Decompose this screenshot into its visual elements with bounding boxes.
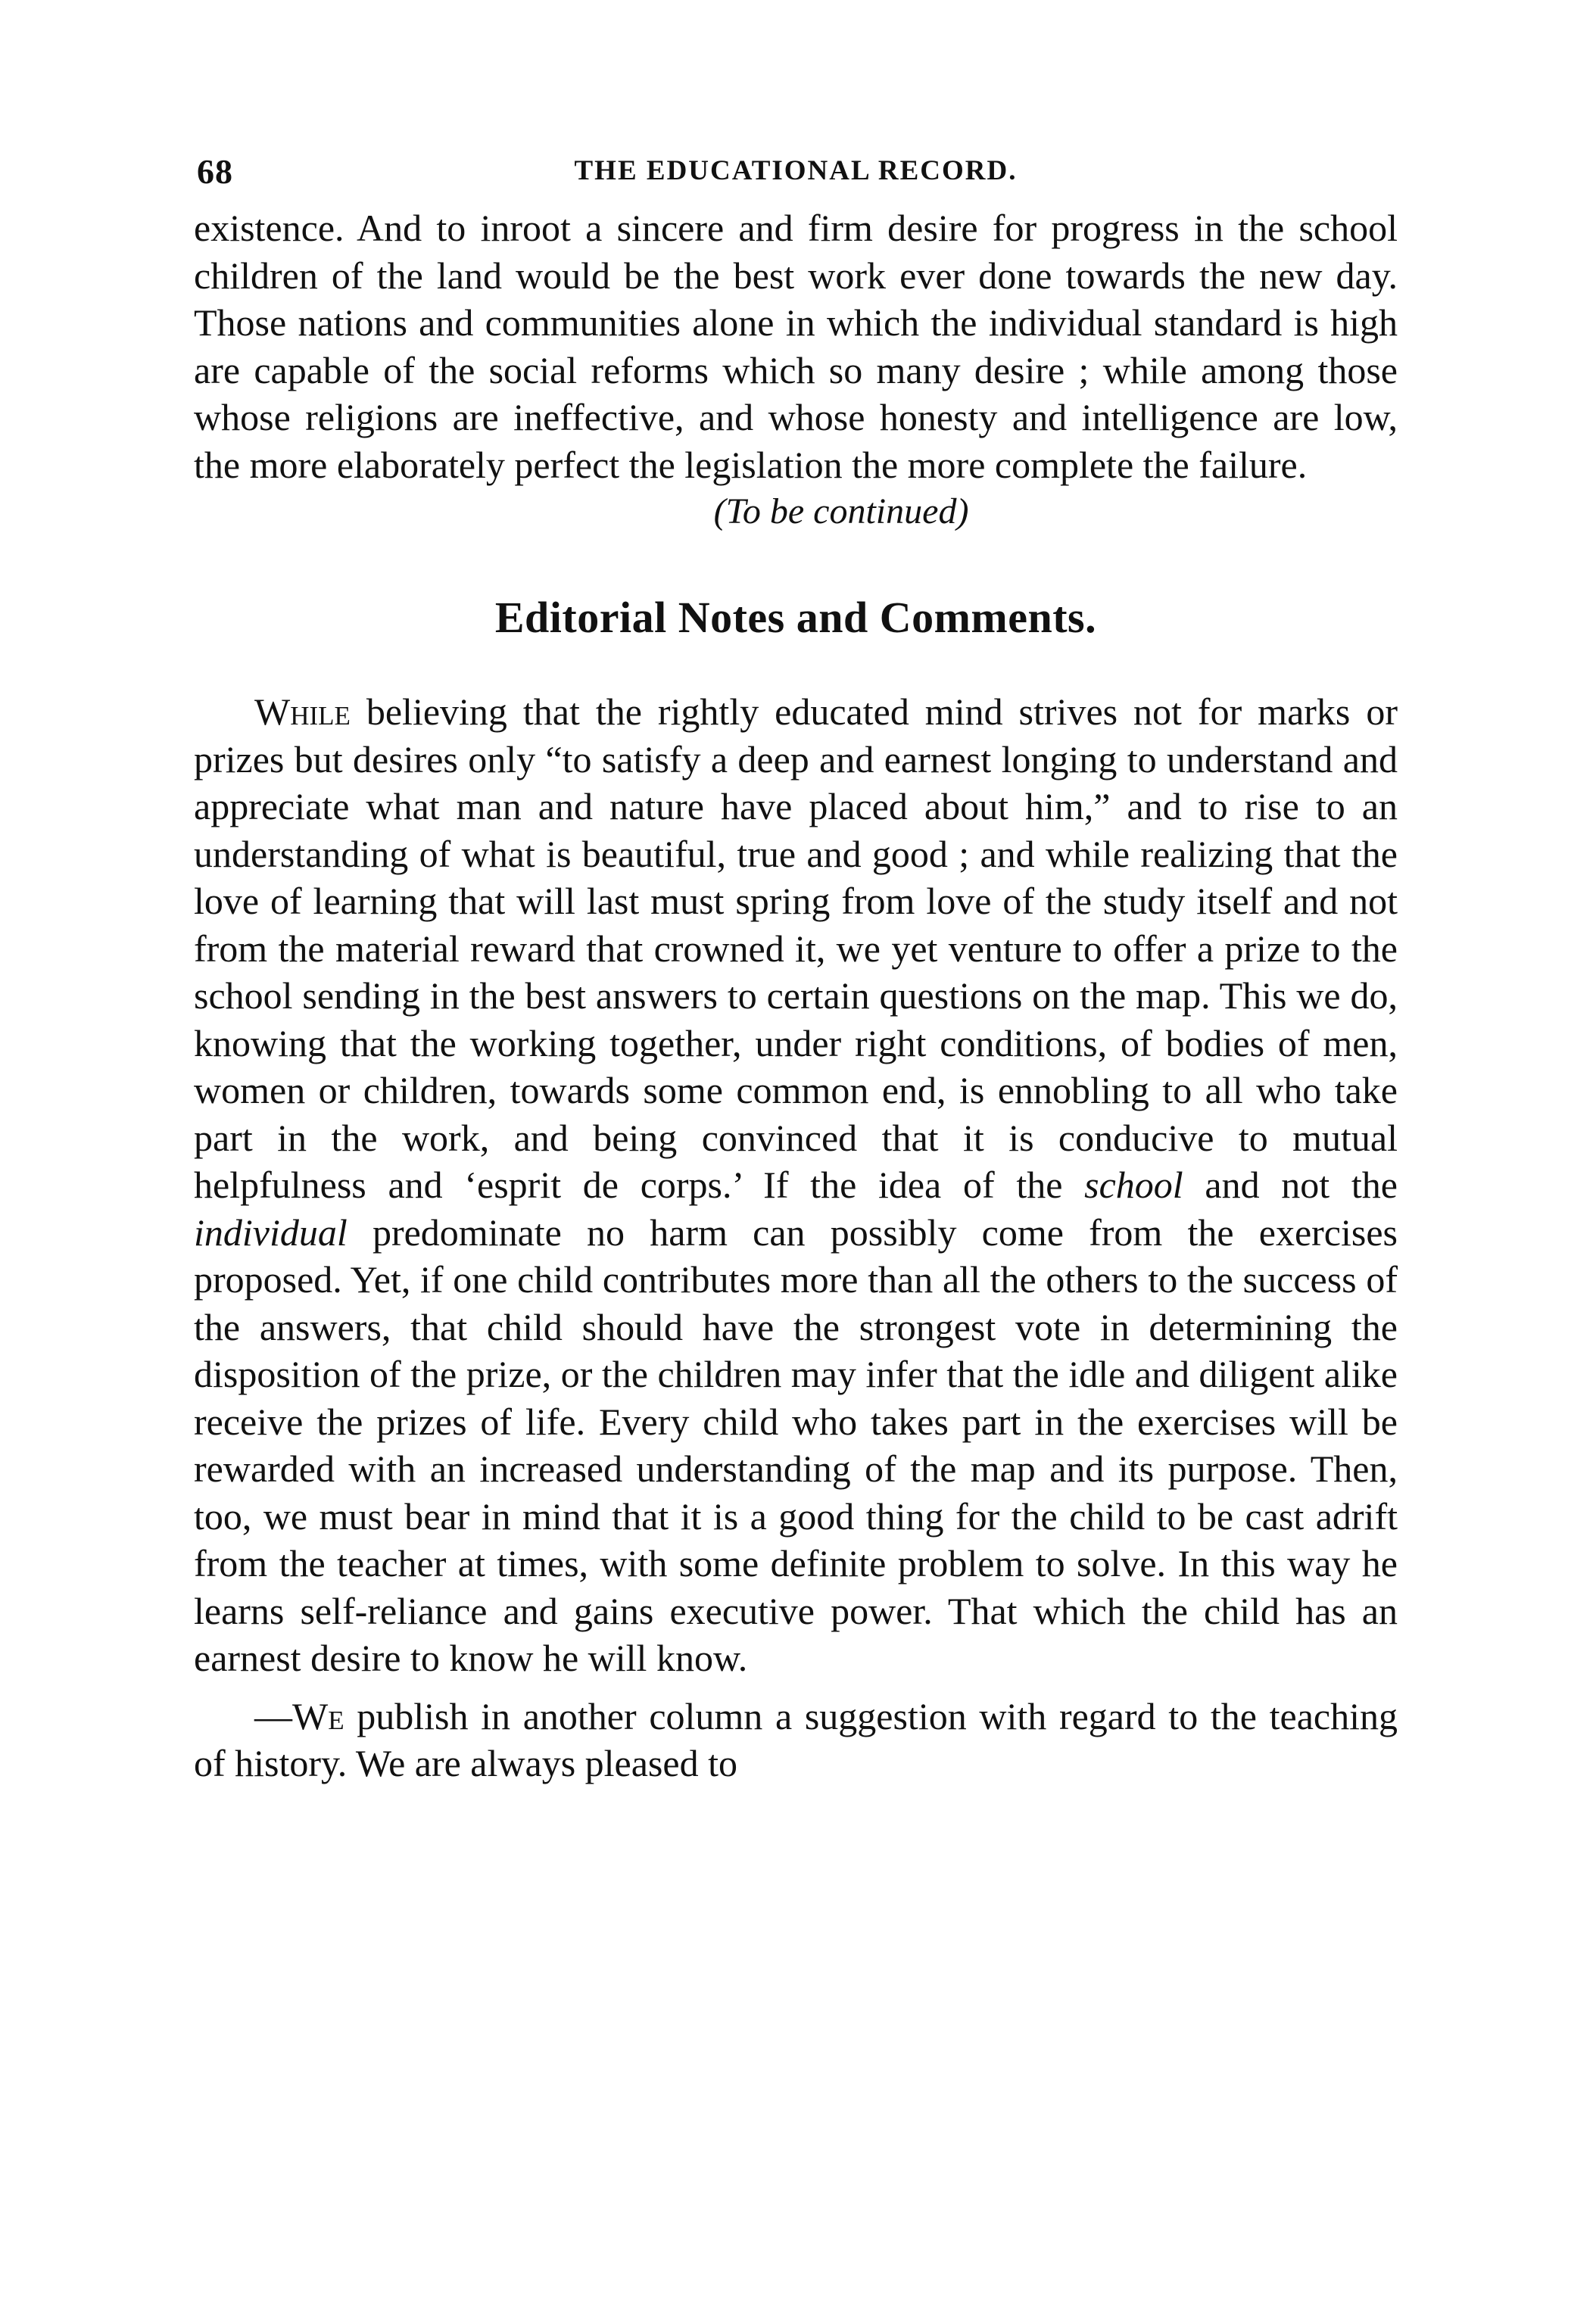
paragraph-text: and not the — [1183, 1164, 1398, 1206]
page-number: 68 — [197, 152, 233, 191]
continued-note: (To be continued) — [713, 491, 969, 531]
running-head — [194, 151, 1398, 204]
section-heading: Editorial Notes and Comments. — [494, 593, 1097, 642]
editorial-paragraph-2 — [194, 1693, 1398, 1787]
paragraph-text: predominate no harm can possibly come from the exercises proposed. Yet, if one child contributes more than all the others to the success of the answers, that child should have the strongest vote in determining the disposition of the prize, or the children may infer that the idle and diligent alike receive the prizes of life. Every child who takes part in the exercises will be rewarded with an increased understanding of the map and its purpose. Then, too, we must bear in mind that it is a good thing for the child to be cast adrift from the teacher at times, with some definite problem to solve. In this way he learns self-reliance and gains executive power. That which the child has an earnest desire to know he will know. — [194, 1211, 1398, 1679]
journal-title: THE EDUCATIONAL RECORD. — [574, 155, 1018, 186]
paragraph-text: publish in another column a suggestion with regard to the teaching of history. We are always pleased to — [194, 1694, 1398, 1784]
emphasis-school: school — [1084, 1164, 1183, 1206]
emphasis-individual: individual — [194, 1211, 348, 1254]
editorial-paragraph-1 — [194, 688, 1398, 1682]
lead-word: While — [254, 690, 351, 733]
paragraph-text: believing that the rightly educated mind strives not for marks or prizes but desires only “to satisfy a deep and earnest longing to understand and appreciate what man and nature have placed about him,” and to rise to an understanding of what is beautiful, true and good ; and while realizing that the love of learning that will last must spring from love of the study itself and not from the material reward that crowned it, we yet venture to offer a prize to the school sending in the best answers to certain questions on the map. This we do, knowing that the working together, under right conditions, of bodies of men, women or children, towards some common end, is ennobling to all who take part in the work, and being convinced that it is conducive to mutual helpfulness and ‘esprit de corps.’ If the idea of the — [194, 690, 1398, 1206]
page — [194, 151, 1398, 1787]
em-dash: — — [254, 1694, 292, 1737]
lead-word: We — [292, 1694, 344, 1737]
article-ending-paragraph: existence. And to inroot a sincere and firm desire for progress in the school children of the land would be the best work ever done towards the new day. Those nations and communities alone in which the individual standard is high are capable of the social reforms which so many desire ; while among those whose religions are ineffective, and whose honesty and intelligence are low, the more elaborately perfect the legislation the more complete the failure. — [194, 207, 1398, 486]
